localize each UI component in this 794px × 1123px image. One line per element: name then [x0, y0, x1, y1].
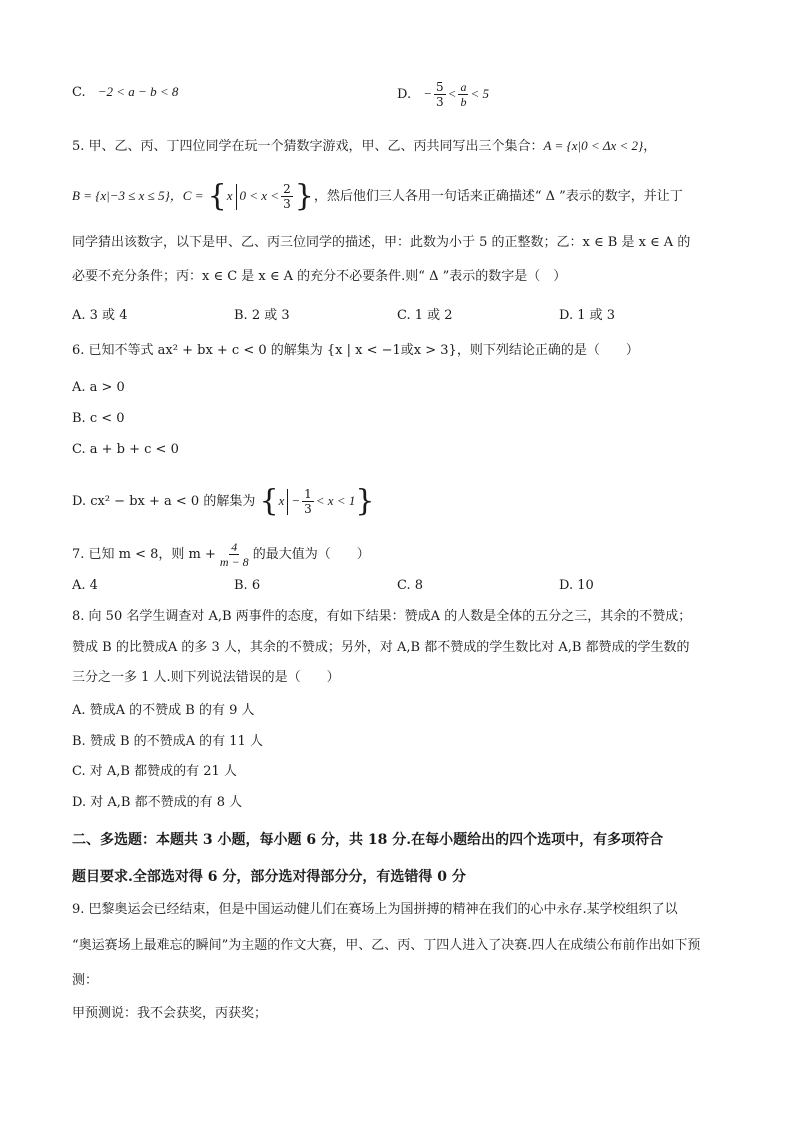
q4-option-d-lt: <: [447, 86, 457, 101]
q5-set-c-brace-right: }: [294, 178, 314, 214]
q8-option-b: B. 赞成 B 的不赞成A 的有 11 人: [72, 734, 263, 749]
q4-option-c: [72, 82, 178, 103]
q5-stem-line-1: [72, 136, 656, 157]
q4-option-d-label: D.: [397, 87, 412, 102]
q6-stem: 6. 已知不等式 ax² + bx + c < 0 的解集为 {x | x < −1或x > 3}，则下列结论正确的是（ ）: [72, 343, 639, 358]
q6-option-a: A. a > 0: [72, 380, 125, 395]
q7-choice-d: D. 10: [559, 578, 594, 593]
q7-choice-b: B. 6: [234, 578, 261, 593]
q4-option-d-pre: −: [423, 86, 433, 101]
q4-option-d: [397, 80, 489, 109]
q8-stem-line-1: 8. 向 50 名学生调查对 A,B 两事件的态度，有如下结果：赞成A 的人数是全体的五分之三，其余的不赞成；: [72, 609, 692, 624]
q7-fraction: $\frac{4}{m - 8}$: [219, 540, 249, 569]
q4-option-d-post: < 5: [470, 86, 489, 101]
q5-set-c-brace-left: {: [207, 178, 227, 214]
q7-post: 的最大值为（ ）: [252, 547, 370, 562]
q4-option-d-fraction-2: $\frac{a}{b}$: [460, 80, 467, 109]
q5-comma: ，: [643, 139, 657, 154]
q6-option-d-fraction: $\frac{1}{3}$: [304, 487, 312, 516]
q8-option-a: A. 赞成A 的不赞成 B 的有 9 人: [72, 703, 255, 718]
q4-option-d-fraction-1: $\frac{5}{3}$: [436, 80, 444, 109]
q9-stem-line-3: 测：: [72, 973, 99, 988]
q6-option-d-post: < x < 1: [315, 493, 356, 508]
q7-choice-c: C. 8: [397, 578, 424, 593]
q5-set-c-x: x: [226, 188, 233, 203]
q8-stem-line-2: 赞成 B 的比赞成A 的多 3 人，其余的不赞成；另外，对 A,B 都不赞成的学生数比对 A,B 都赞成的学生数的: [72, 640, 690, 655]
q5-choice-b: B. 2 或 3: [234, 308, 290, 323]
q5-choice-d: D. 1 或 3: [559, 308, 616, 323]
q8-option-d: D. 对 A,B 都不赞成的有 8 人: [72, 795, 243, 810]
q5-set-c-fraction: $\frac{2}{3}$: [283, 182, 291, 211]
q9-stem-line-1: 9. 巴黎奥运会已经结束，但是中国运动健儿们在赛场上为国拼搏的精神在我们的心中永存.某学校组织了以: [72, 902, 678, 917]
q5-set-c-bar: [236, 184, 237, 210]
q6-option-d-pre: D. cx² − bx + a < 0 的解集为: [72, 494, 256, 509]
section-2-heading-line-2: 题目要求.全部选对得 6 分，部分选对得部分分，有选错得 0 分: [72, 869, 466, 885]
q8-option-c: C. 对 A,B 都赞成的有 21 人: [72, 764, 237, 779]
q4-option-c-label: C.: [72, 85, 86, 100]
q6-option-d: [72, 483, 375, 519]
q9-stem-line-4: 甲预测说：我不会获奖，丙获奖；: [72, 1006, 268, 1021]
q9-stem-line-2: “奥运赛场上最难忘的瞬间”为主题的作文大赛，甲、乙、丙、丁四人进入了决赛.四人在成绩公布前作出如下预: [72, 938, 701, 953]
q5-stem-line-3: 同学猜出该数字，以下是甲、乙、丙三位同学的描述，甲：此数为小于 5 的正整数；乙：x ∈ B 是 x ∈ A 的: [72, 235, 691, 250]
q5-set-a: A = {x|0 < Δx < 2}: [543, 138, 644, 153]
q4-option-c-math: −2 < a − b < 8: [97, 84, 179, 99]
q5-line2-rest: ，然后他们三人各用一句话来正确描述“ Δ ”表示的数字，并让丁: [313, 189, 683, 204]
q6-option-d-brace-right: }: [355, 483, 375, 519]
q5-choice-c: C. 1 或 2: [397, 308, 453, 323]
q7-choice-a: A. 4: [72, 578, 98, 593]
section-2-heading-line-1: 二、多选题：本题共 3 小题，每小题 6 分，共 18 分.在每小题给出的四个选项中，有多项符合: [72, 832, 664, 848]
q5-line1-text: 5. 甲、乙、丙、丁四位同学在玩一个猜数字游戏，甲、乙、丙共同写出三个集合：: [72, 139, 544, 154]
q8-stem-line-3: 三分之一多 1 人.则下列说法错误的是（ ）: [72, 670, 340, 685]
q6-option-d-brace-left: {: [259, 483, 279, 519]
q6-option-d-x: x: [278, 493, 285, 508]
q5-choice-a: A. 3 或 4: [72, 308, 128, 323]
q6-option-d-bar: [287, 489, 288, 515]
q5-set-c-ineq: 0 < x <: [239, 188, 280, 203]
q5-stem-line-2: [72, 178, 683, 214]
q6-option-c: C. a + b + c < 0: [72, 442, 179, 457]
q5-set-c-prefix: ，C =: [169, 188, 204, 203]
q7-stem: [72, 540, 370, 569]
q6-option-b: B. c < 0: [72, 411, 125, 426]
q6-option-d-minus: −: [291, 493, 301, 508]
q5-stem-line-4: 必要不充分条件；丙：x ∈ C 是 x ∈ A 的充分不必要条件.则“ Δ ”表示的数字是（ ）: [72, 269, 567, 284]
q5-set-b: B = {x|−3 ≤ x ≤ 5}: [72, 188, 170, 203]
q7-pre: 7. 已知 m < 8，则 m +: [72, 547, 216, 562]
